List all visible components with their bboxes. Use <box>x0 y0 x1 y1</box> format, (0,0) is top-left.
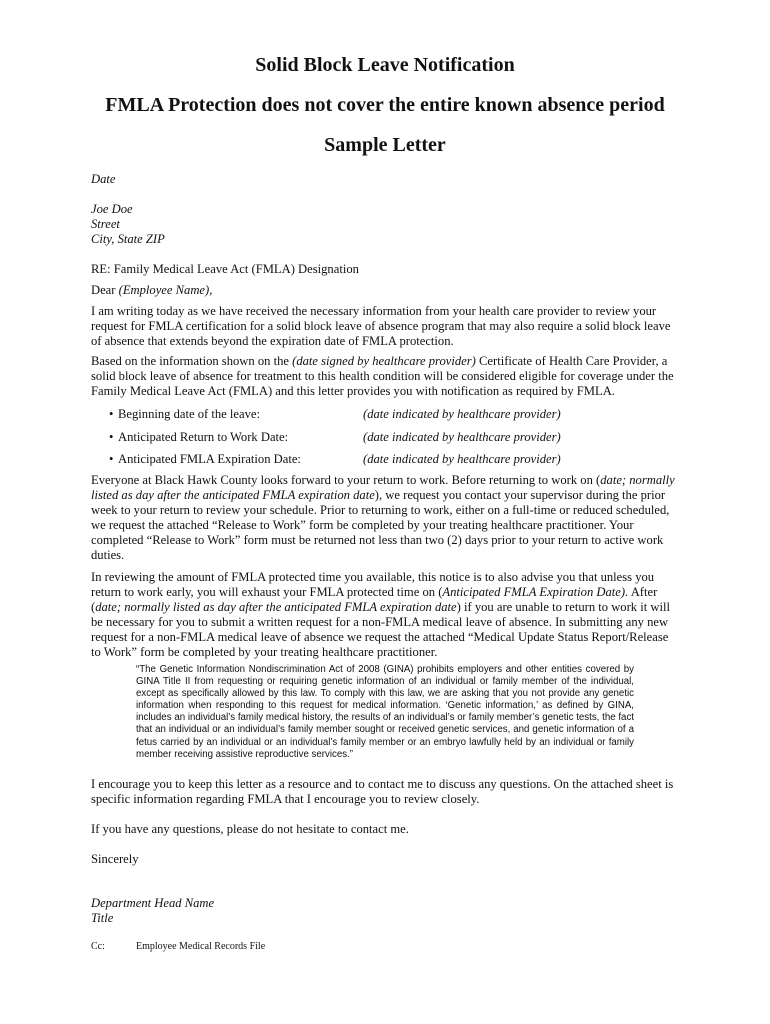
bullet-icon: • <box>109 430 114 444</box>
bullet-icon: • <box>109 452 114 466</box>
bullet-expiration-date <box>109 452 301 467</box>
salutation-name: (Employee Name), <box>118 283 213 297</box>
re-line: RE: Family Medical Leave Act (FMLA) Designation <box>91 262 359 276</box>
para2-before: Based on the information shown on the <box>91 354 293 368</box>
paragraph-fmla-exhaustion <box>91 570 677 660</box>
bullet-icon: • <box>109 407 114 421</box>
salutation-prefix: Dear <box>91 283 119 297</box>
closing: Sincerely <box>91 852 139 866</box>
para2-after: Certificate of Health Care Provider, a solid block leave of absence for treatment to this health condition will be considered eligible for coverage under the Family Medical Leave Act (FMLA) and this letter provides you with notification as required by FMLA. <box>91 354 674 398</box>
bullet-value: (date indicated by healthcare provider) <box>363 430 561 444</box>
bullet-value: (date indicated by healthcare provider) <box>363 452 561 466</box>
bullet-label: Anticipated FMLA Expiration Date: <box>118 452 301 466</box>
recipient-name: Joe Doe <box>91 202 133 216</box>
bullet-label: Beginning date of the leave: <box>118 407 260 421</box>
signature-name: Department Head Name <box>91 896 215 910</box>
bullet-return-date <box>109 430 288 445</box>
para3-italic: date; normally listed as day after the anticipated FMLA expiration date <box>91 473 675 502</box>
para4-s3: ) if you are unable to return to work it will be necessary for you to submit a written request for a non-FMLA medical leave of absence. In submitting any new request for a non-FMLA medical leave of absence we request the attached “Medical Update Status Report/Release to Work” form be completed by your treating healthcare practitioner. <box>91 600 670 659</box>
para4-s1: In reviewing the amount of FMLA protected time you available, this notice is to also advise you that unless you return to work early, you will exhaust your FMLA protected time on ( <box>91 570 655 599</box>
para4-s2: After ( <box>91 585 658 614</box>
recipient-street: Street <box>91 217 120 231</box>
cc-value: Employee Medical Records File <box>136 941 266 952</box>
document-subtitle: FMLA Protection does not cover the entire known absence period <box>105 94 665 116</box>
recipient-address <box>91 202 677 247</box>
paragraph-return-to-work <box>91 473 677 563</box>
document-type-heading: Sample Letter <box>324 134 446 156</box>
para2-date-signed: (date signed by healthcare provider) <box>292 354 476 368</box>
paragraph-resource: I encourage you to keep this letter as a resource and to contact me to discuss any questions. On the attached sheet is specific information regarding FMLA that I encourage you to review closely. <box>91 777 674 806</box>
paragraph-eligibility <box>91 354 677 399</box>
salutation <box>91 283 677 298</box>
para4-i1: Anticipated FMLA Expiration Date). <box>442 585 629 599</box>
cc-label: Cc: <box>91 941 105 952</box>
para3-after: ), we request you contact your supervisor during the prior week to your return to review your schedule. Prior to returning to work, either on a full-time or reduced scheduled, we request the attached “Release to Work” form be completed by your treating healthcare practitioner. Your completed “Release to Work” form must be returned not less than two (2) days prior to your return to active work duties. <box>91 488 670 562</box>
document-title: Solid Block Leave Notification <box>255 54 515 76</box>
bullet-value: (date indicated by healthcare provider) <box>363 407 561 421</box>
signature-title: Title <box>91 911 114 925</box>
bullet-label: Anticipated Return to Work Date: <box>118 430 289 444</box>
para3-before: Everyone at Black Hawk County looks forward to your return to work. Before returning to work on ( <box>91 473 601 487</box>
bullet-beginning-date <box>109 407 260 422</box>
para4-i2: date; normally listed as day after the anticipated FMLA expiration date <box>95 600 457 614</box>
paragraph-intro: I am writing today as we have received the necessary information from your health care provider to review your request for FMLA certification for a solid block leave of absence program that may also require a solid block leave of absence that extends beyond the expiration date of FMLA protection. <box>91 304 671 348</box>
gina-notice: “The Genetic Information Nondiscrimination Act of 2008 (GINA) prohibits employers and other entities covered by GINA Title II from requesting or requiring genetic information of an individual or family member of the individual, except as specifically allowed by this law. To comply with this law, we are asking that you not provide any genetic information when responding to this request for medical information. ‘Genetic information,’ as defined by GINA, includes an individual’s family medical history, the results of an individual’s or family member’s genetic tests, the fact that an individual or an individual’s family member sought or received genetic services, and genetic information of a fetus carried by an individual or an individual’s family member or an embryo lawfully held by an individual or family member receiving assistive reproductive services.” <box>136 664 634 760</box>
paragraph-questions: If you have any questions, please do not hesitate to contact me. <box>91 822 409 836</box>
letter-date: Date <box>91 172 116 186</box>
recipient-city: City, State ZIP <box>91 232 165 246</box>
signature-block <box>91 896 677 926</box>
